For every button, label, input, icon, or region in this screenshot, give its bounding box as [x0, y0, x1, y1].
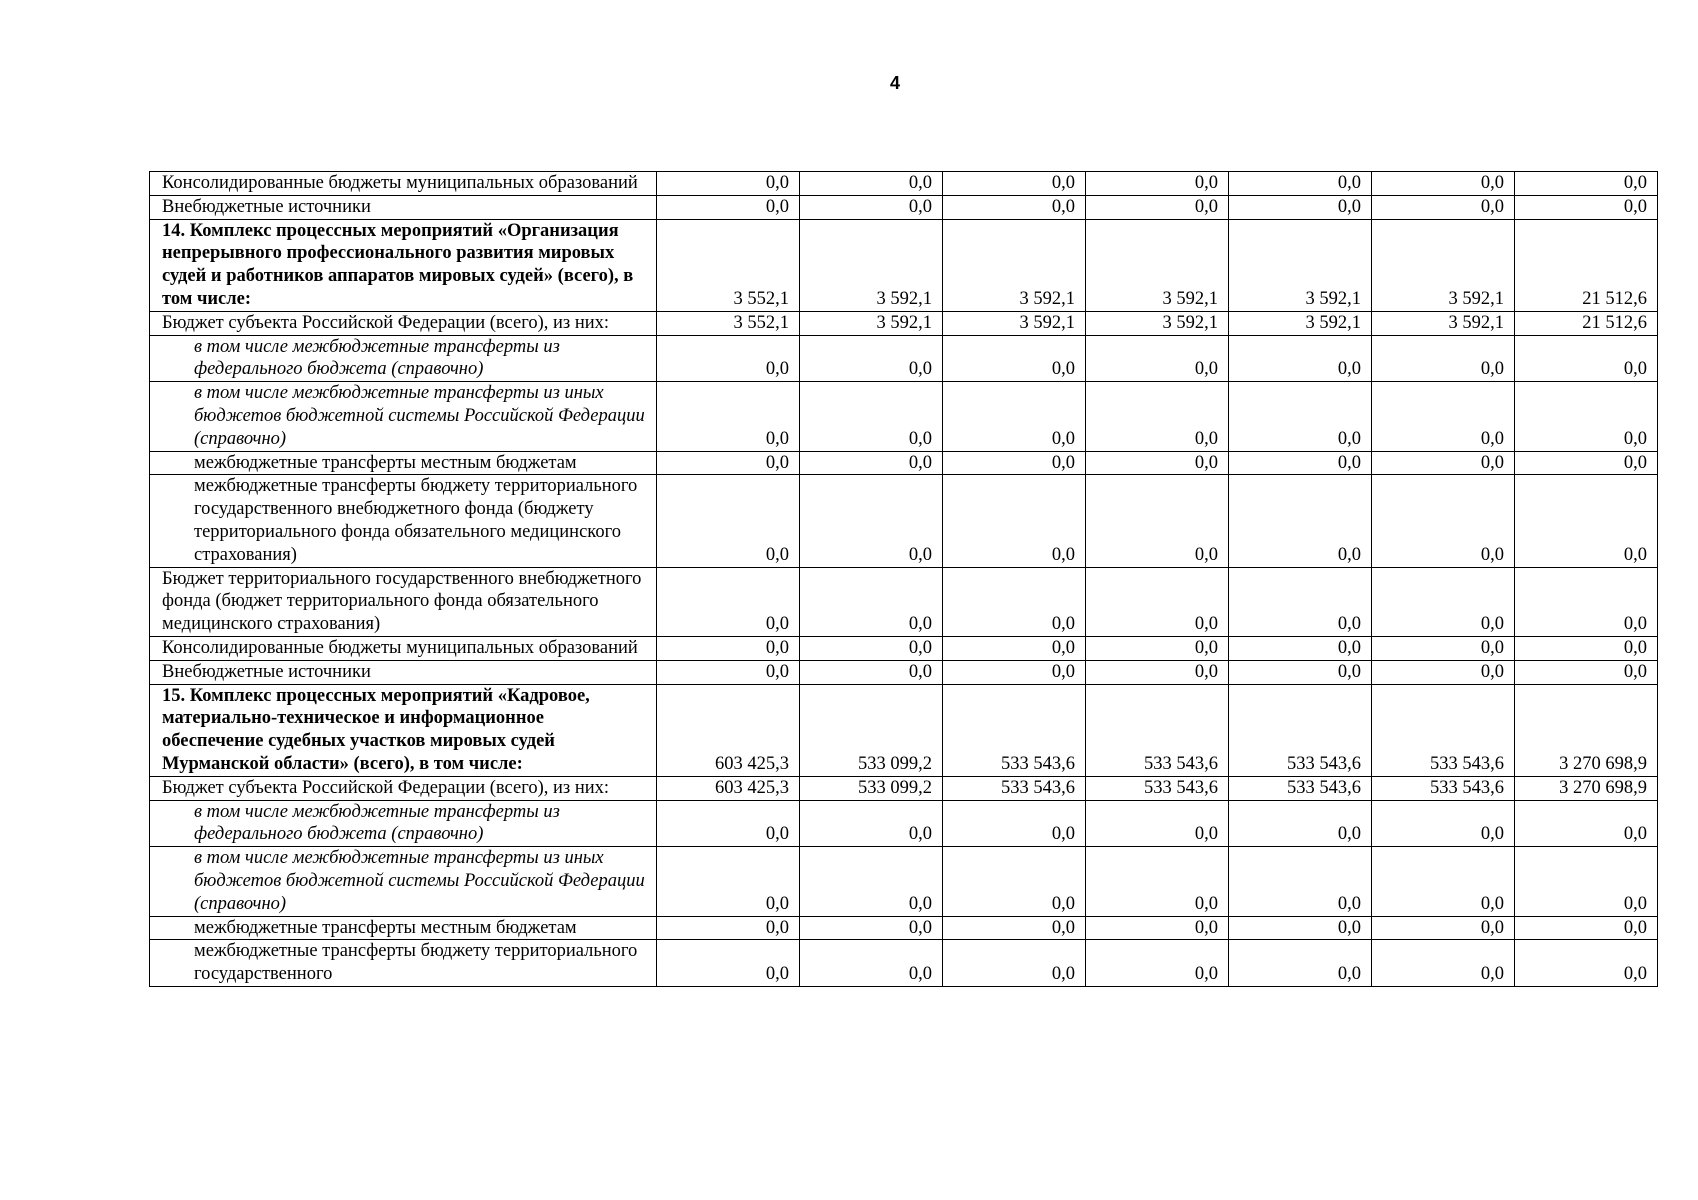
value-cell: 603 425,3 [657, 776, 800, 800]
value-cell: 533 543,6 [1086, 684, 1229, 776]
value-cell: 0,0 [1515, 475, 1658, 567]
value-cell: 0,0 [657, 195, 800, 219]
value-cell: 0,0 [943, 382, 1086, 451]
table-row [150, 311, 1658, 335]
funding-table [149, 171, 1658, 987]
value-cell: 0,0 [1086, 382, 1229, 451]
value-cell: 0,0 [1372, 916, 1515, 940]
value-cell: 0,0 [943, 916, 1086, 940]
value-cell: 0,0 [1515, 335, 1658, 382]
value-cell: 0,0 [943, 847, 1086, 916]
value-cell: 0,0 [1515, 847, 1658, 916]
value-cell: 0,0 [800, 451, 943, 475]
table-row [150, 636, 1658, 660]
value-cell: 0,0 [657, 567, 800, 636]
value-cell: 0,0 [800, 195, 943, 219]
value-cell: 3 592,1 [943, 311, 1086, 335]
value-cell: 0,0 [1086, 940, 1229, 987]
value-cell: 0,0 [1515, 567, 1658, 636]
value-cell: 0,0 [800, 636, 943, 660]
value-cell: 0,0 [1372, 660, 1515, 684]
value-cell: 0,0 [943, 800, 1086, 847]
value-cell: 0,0 [1515, 195, 1658, 219]
value-cell: 0,0 [1515, 636, 1658, 660]
value-cell: 3 592,1 [1086, 219, 1229, 311]
value-cell: 0,0 [1229, 940, 1372, 987]
value-cell: 3 592,1 [1372, 311, 1515, 335]
value-cell: 0,0 [943, 335, 1086, 382]
row-label: Внебюджетные источники [150, 195, 657, 219]
table-row [150, 335, 1658, 382]
value-cell: 0,0 [1229, 916, 1372, 940]
value-cell: 0,0 [943, 172, 1086, 196]
value-cell: 533 543,6 [1372, 776, 1515, 800]
table-row [150, 776, 1658, 800]
row-label: Бюджет субъекта Российской Федерации (всего), из них: [150, 776, 657, 800]
value-cell: 0,0 [1086, 916, 1229, 940]
value-cell: 0,0 [1229, 335, 1372, 382]
value-cell: 0,0 [1515, 172, 1658, 196]
value-cell: 0,0 [657, 940, 800, 987]
value-cell: 0,0 [1229, 382, 1372, 451]
value-cell: 0,0 [1229, 451, 1372, 475]
value-cell: 0,0 [1229, 172, 1372, 196]
value-cell: 0,0 [1515, 451, 1658, 475]
value-cell: 0,0 [1515, 940, 1658, 987]
table-row [150, 567, 1658, 636]
value-cell: 0,0 [1086, 335, 1229, 382]
value-cell: 533 543,6 [943, 776, 1086, 800]
value-cell: 0,0 [657, 636, 800, 660]
value-cell: 0,0 [800, 940, 943, 987]
table-row [150, 382, 1658, 451]
row-label: межбюджетные трансферты местным бюджетам [150, 451, 657, 475]
value-cell: 533 099,2 [800, 776, 943, 800]
row-label: в том числе межбюджетные трансферты из иных бюджетов бюджетной системы Российской Федерации (справочно) [150, 382, 657, 451]
table-row [150, 847, 1658, 916]
value-cell: 0,0 [657, 916, 800, 940]
value-cell: 0,0 [657, 475, 800, 567]
value-cell: 533 543,6 [1229, 776, 1372, 800]
value-cell: 0,0 [1086, 172, 1229, 196]
value-cell: 0,0 [1515, 916, 1658, 940]
row-label: 15. Комплекс процессных мероприятий «Кадровое, материально-техническое и информационное обеспечение судебных участков мировых судей Мурманской области» (всего), в том числе: [150, 684, 657, 776]
value-cell: 0,0 [1086, 800, 1229, 847]
value-cell: 0,0 [800, 475, 943, 567]
value-cell: 0,0 [800, 660, 943, 684]
value-cell: 3 552,1 [657, 311, 800, 335]
value-cell: 0,0 [1372, 475, 1515, 567]
row-label: межбюджетные трансферты местным бюджетам [150, 916, 657, 940]
value-cell: 3 592,1 [1229, 219, 1372, 311]
value-cell: 0,0 [1372, 636, 1515, 660]
value-cell: 533 543,6 [1372, 684, 1515, 776]
value-cell: 0,0 [1372, 335, 1515, 382]
row-label: Бюджет территориального государственного внебюджетного фонда (бюджет территориального фонда обязательного медицинского страхования) [150, 567, 657, 636]
value-cell: 0,0 [800, 335, 943, 382]
value-cell: 0,0 [943, 195, 1086, 219]
value-cell: 0,0 [1086, 195, 1229, 219]
value-cell: 0,0 [943, 475, 1086, 567]
funding-table-body [150, 172, 1658, 987]
value-cell: 0,0 [1229, 636, 1372, 660]
value-cell: 0,0 [657, 172, 800, 196]
value-cell: 0,0 [1372, 195, 1515, 219]
value-cell: 603 425,3 [657, 684, 800, 776]
value-cell: 0,0 [800, 847, 943, 916]
value-cell: 3 592,1 [1372, 219, 1515, 311]
value-cell: 0,0 [657, 660, 800, 684]
value-cell: 0,0 [657, 800, 800, 847]
table-row [150, 451, 1658, 475]
value-cell: 21 512,6 [1515, 311, 1658, 335]
row-label: в том числе межбюджетные трансферты из федерального бюджета (справочно) [150, 335, 657, 382]
value-cell: 0,0 [1229, 475, 1372, 567]
value-cell: 3 592,1 [800, 311, 943, 335]
value-cell: 0,0 [943, 940, 1086, 987]
row-label: Бюджет субъекта Российской Федерации (всего), из них: [150, 311, 657, 335]
table-row [150, 940, 1658, 987]
value-cell: 0,0 [657, 335, 800, 382]
value-cell: 0,0 [1372, 567, 1515, 636]
table-row [150, 172, 1658, 196]
value-cell: 0,0 [1372, 172, 1515, 196]
value-cell: 0,0 [1515, 800, 1658, 847]
value-cell: 0,0 [1086, 847, 1229, 916]
value-cell: 533 543,6 [1086, 776, 1229, 800]
value-cell: 0,0 [1086, 636, 1229, 660]
value-cell: 0,0 [943, 660, 1086, 684]
table-row [150, 195, 1658, 219]
value-cell: 3 592,1 [800, 219, 943, 311]
table-row [150, 475, 1658, 567]
row-label: Консолидированные бюджеты муниципальных образований [150, 172, 657, 196]
value-cell: 0,0 [1372, 847, 1515, 916]
value-cell: 0,0 [1229, 195, 1372, 219]
value-cell: 3 270 698,9 [1515, 684, 1658, 776]
value-cell: 0,0 [800, 382, 943, 451]
row-label: межбюджетные трансферты бюджету территориального государственного [150, 940, 657, 987]
value-cell: 0,0 [1229, 567, 1372, 636]
value-cell: 0,0 [1229, 847, 1372, 916]
row-label: в том числе межбюджетные трансферты из федерального бюджета (справочно) [150, 800, 657, 847]
value-cell: 0,0 [800, 800, 943, 847]
table-row [150, 219, 1658, 311]
value-cell: 0,0 [657, 451, 800, 475]
value-cell: 0,0 [943, 567, 1086, 636]
table-row [150, 916, 1658, 940]
table-row [150, 800, 1658, 847]
value-cell: 0,0 [1372, 382, 1515, 451]
value-cell: 3 270 698,9 [1515, 776, 1658, 800]
value-cell: 0,0 [1086, 660, 1229, 684]
value-cell: 3 552,1 [657, 219, 800, 311]
value-cell: 533 543,6 [1229, 684, 1372, 776]
value-cell: 0,0 [1515, 382, 1658, 451]
value-cell: 0,0 [800, 567, 943, 636]
row-label: 14. Комплекс процессных мероприятий «Организация непрерывного профессионального развития мировых судей и работников аппаратов мировых судей» (всего), в том числе: [150, 219, 657, 311]
value-cell: 0,0 [1372, 451, 1515, 475]
value-cell: 3 592,1 [1229, 311, 1372, 335]
value-cell: 0,0 [657, 847, 800, 916]
value-cell: 533 099,2 [800, 684, 943, 776]
table-row [150, 660, 1658, 684]
value-cell: 0,0 [1229, 800, 1372, 847]
value-cell: 0,0 [943, 451, 1086, 475]
value-cell: 0,0 [1372, 940, 1515, 987]
value-cell: 0,0 [1086, 451, 1229, 475]
value-cell: 0,0 [1086, 567, 1229, 636]
value-cell: 21 512,6 [1515, 219, 1658, 311]
page-number: 4 [889, 73, 900, 93]
value-cell: 0,0 [943, 636, 1086, 660]
value-cell: 0,0 [1515, 660, 1658, 684]
value-cell: 0,0 [1372, 800, 1515, 847]
row-label: Консолидированные бюджеты муниципальных образований [150, 636, 657, 660]
value-cell: 0,0 [1086, 475, 1229, 567]
value-cell: 0,0 [1229, 660, 1372, 684]
value-cell: 0,0 [800, 172, 943, 196]
row-label: межбюджетные трансферты бюджету территориального государственного внебюджетного фонда (бюджету территориального фонда обязательного медицинского страхования) [150, 475, 657, 567]
value-cell: 533 543,6 [943, 684, 1086, 776]
value-cell: 3 592,1 [943, 219, 1086, 311]
value-cell: 3 592,1 [1086, 311, 1229, 335]
value-cell: 0,0 [657, 382, 800, 451]
row-label: Внебюджетные источники [150, 660, 657, 684]
row-label: в том числе межбюджетные трансферты из иных бюджетов бюджетной системы Российской Федерации (справочно) [150, 847, 657, 916]
table-row [150, 684, 1658, 776]
value-cell: 0,0 [800, 916, 943, 940]
